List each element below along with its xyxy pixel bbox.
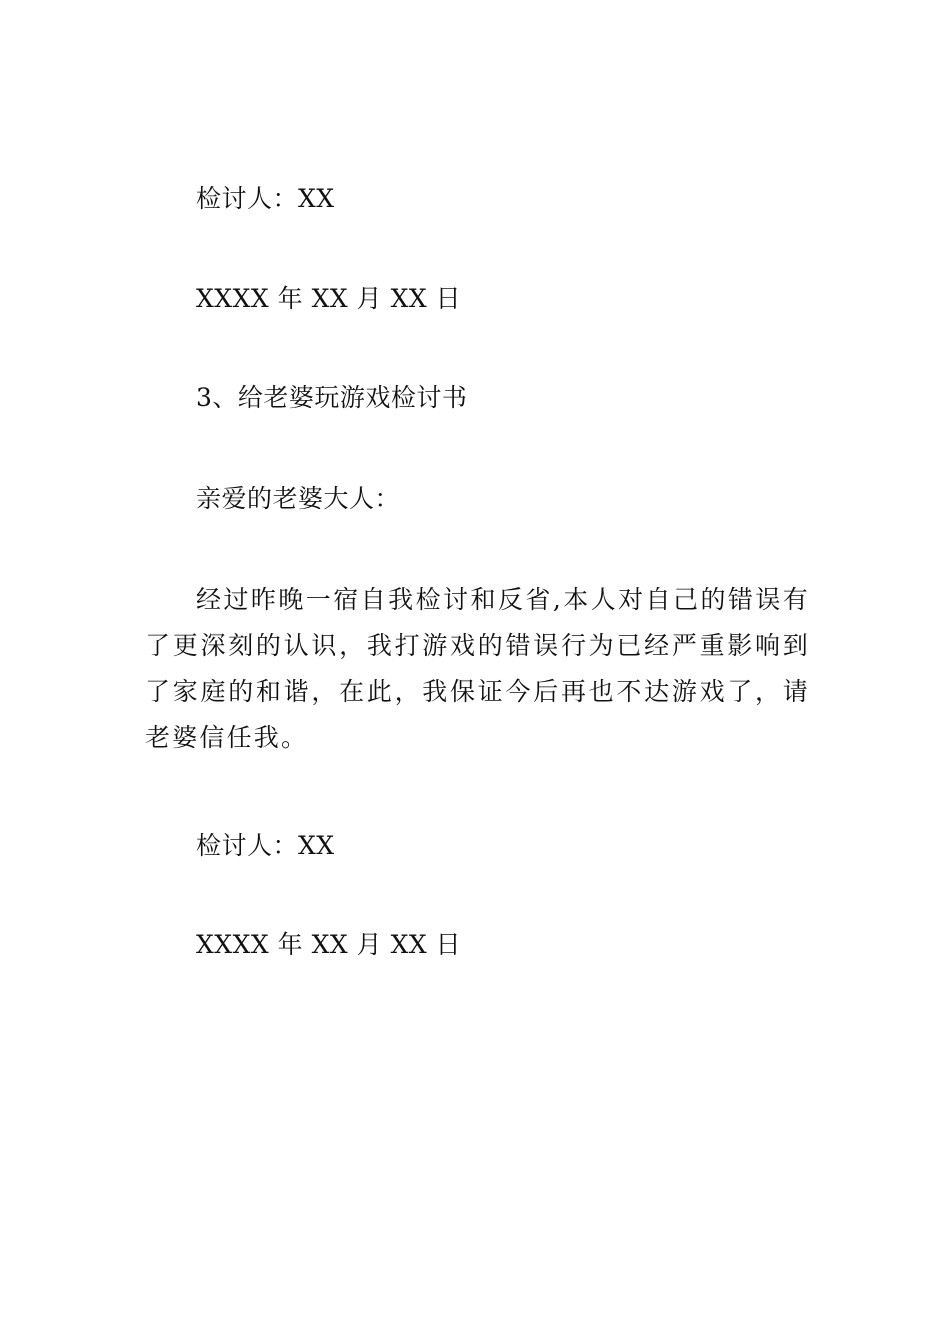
body-paragraph: 经过昨晚一宿自我检讨和反省,本人对自己的错误有了更深刻的认识，我打游戏的错误行为已经严重影响到了家庭的和谐，在此，我保证今后再也不达游戏了，请老婆信任我。 xyxy=(145,585,810,752)
date-line: XXXX 年 XX 月 XX 日 xyxy=(196,284,462,313)
date-line: XXXX 年 XX 月 XX 日 xyxy=(196,930,462,959)
section-heading: 3、给老婆玩游戏检讨书 xyxy=(196,383,468,412)
signature-line: 检讨人：XX xyxy=(196,184,335,213)
salutation: 亲爱的老婆大人： xyxy=(196,484,401,513)
signature-line: 检讨人：XX xyxy=(196,831,335,860)
